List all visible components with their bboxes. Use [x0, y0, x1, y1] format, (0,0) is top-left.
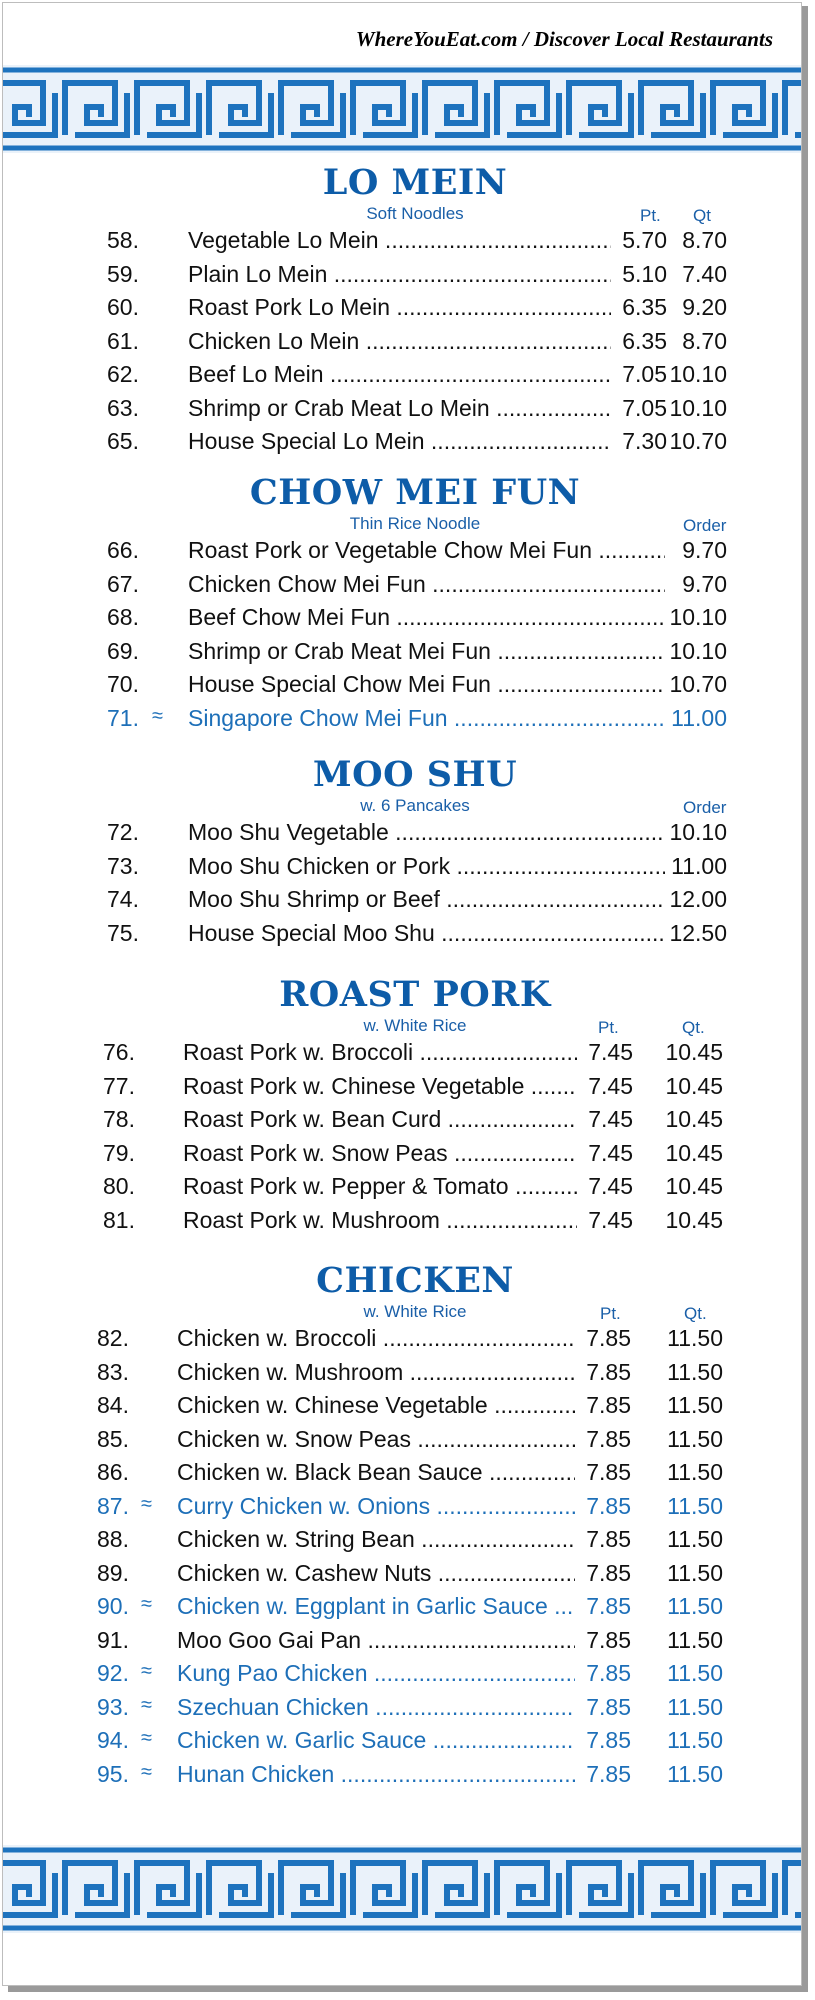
item-name: Chicken w. Mushroom ..... — [177, 1359, 575, 1386]
price-quart: 10.45 — [665, 1206, 723, 1233]
price-pint: 7.85 — [586, 1626, 631, 1653]
item-number: 79. — [103, 1139, 135, 1166]
item-name: Roast Pork w. Snow Peas ..... — [183, 1140, 577, 1167]
item-number: 69. — [107, 637, 139, 664]
item-number: 90. — [97, 1593, 129, 1619]
item-name: Chicken w. String Bean ..... — [177, 1526, 575, 1553]
item-number: 68. — [107, 604, 139, 630]
item-number: 95. — [97, 1760, 129, 1787]
section-title: ROAST PORK — [279, 974, 551, 1015]
menu-item-row — [95, 1325, 735, 1359]
menu-item-row — [95, 1426, 735, 1460]
price-pint: 7.85 — [586, 1727, 631, 1753]
price-pint: 7.45 — [588, 1173, 633, 1199]
item-name: Chicken Lo Mein ..... — [188, 328, 611, 355]
price-pint: 7.85 — [586, 1760, 631, 1787]
price-quart: 10.45 — [665, 1039, 723, 1065]
menu-item-row — [95, 886, 735, 920]
price-quart: 11.50 — [667, 1760, 723, 1787]
section-header — [95, 1301, 735, 1325]
menu-item-row — [95, 705, 735, 739]
item-number: 74. — [107, 886, 139, 912]
menu-item-row — [95, 1727, 735, 1761]
price-pint: 7.85 — [586, 1358, 631, 1385]
item-number: 76. — [103, 1039, 135, 1065]
menu-item-row — [95, 1459, 735, 1493]
column-header-quart: Qt. — [682, 1018, 705, 1037]
price-pint: 5.70 — [622, 227, 667, 253]
price-order: 11.00 — [671, 704, 727, 731]
price-quart: 11.50 — [667, 1526, 723, 1552]
price-quart: 10.45 — [665, 1139, 723, 1166]
menu-item-row — [95, 361, 735, 395]
item-number: 61. — [107, 327, 139, 354]
item-name: Roast Pork or Vegetable Chow Mei Fun ..... — [188, 537, 665, 564]
section-title: MOO SHU — [312, 754, 518, 795]
item-name: Roast Pork Lo Mein ..... — [188, 294, 611, 321]
price-quart: 8.70 — [682, 227, 727, 253]
item-number: 83. — [97, 1358, 129, 1385]
price-pint: 7.85 — [586, 1392, 631, 1418]
price-pint: 7.45 — [588, 1206, 633, 1233]
price-quart: 11.50 — [667, 1559, 723, 1586]
price-quart: 11.50 — [667, 1693, 723, 1720]
price-pint: 7.85 — [586, 1660, 631, 1686]
spicy-wave-icon: ≈ — [141, 1660, 152, 1682]
item-name: Chicken w. Snow Peas ..... — [177, 1426, 575, 1453]
item-name: Beef Chow Mei Fun ..... — [188, 604, 665, 631]
menu-item-row — [95, 395, 735, 429]
column-header-pint: Pt. — [600, 1304, 621, 1323]
item-number: 86. — [97, 1459, 129, 1485]
price-pint: 5.10 — [622, 260, 667, 287]
price-quart: 10.10 — [669, 361, 727, 387]
item-name: Vegetable Lo Mein ..... — [188, 227, 611, 254]
menu-item-row — [95, 1493, 735, 1527]
section-title: CHICKEN — [316, 1260, 514, 1301]
item-name: Szechuan Chicken ..... — [177, 1694, 575, 1721]
price-quart: 11.50 — [667, 1358, 723, 1385]
item-name: Hunan Chicken ..... — [177, 1761, 575, 1788]
greek-key-border-bottom — [3, 1845, 802, 1933]
menu-item-row — [95, 537, 735, 571]
menu-page — [2, 2, 802, 1986]
section-subtitle: Soft Noodles — [366, 204, 464, 223]
spicy-wave-icon: ≈ — [141, 1727, 152, 1749]
price-pint: 7.85 — [586, 1492, 631, 1519]
menu-item-row — [95, 853, 735, 887]
item-number: 66. — [107, 537, 139, 563]
item-number: 58. — [107, 227, 139, 253]
item-number: 78. — [103, 1106, 135, 1132]
menu-item-row — [95, 294, 735, 328]
item-name: Curry Chicken w. Onions ..... — [177, 1493, 575, 1520]
price-quart: 7.40 — [682, 260, 727, 287]
spicy-wave-icon: ≈ — [141, 1593, 152, 1615]
price-pint: 7.45 — [588, 1106, 633, 1132]
menu-item-row — [95, 1526, 735, 1560]
price-pint: 7.85 — [586, 1459, 631, 1485]
item-number: 80. — [103, 1173, 135, 1199]
menu-item-row — [95, 1593, 735, 1627]
menu-item-row — [95, 328, 735, 362]
price-order: 9.70 — [682, 537, 727, 563]
menu-item-row — [95, 1660, 735, 1694]
item-name: Kung Pao Chicken ..... — [177, 1660, 575, 1687]
item-number: 77. — [103, 1072, 135, 1099]
price-quart: 11.50 — [667, 1392, 723, 1418]
menu-item-row — [95, 571, 735, 605]
column-header-pint: Pt. — [598, 1018, 619, 1037]
item-number: 73. — [107, 852, 139, 879]
price-quart: 11.50 — [667, 1727, 723, 1753]
item-number: 81. — [103, 1206, 135, 1233]
item-name: Moo Shu Shrimp or Beef ..... — [188, 886, 665, 913]
item-name: House Special Moo Shu ..... — [188, 920, 665, 947]
menu-item-row — [95, 428, 735, 462]
item-number: 71. — [107, 704, 139, 731]
spicy-wave-icon: ≈ — [141, 1760, 152, 1783]
site-watermark: WhereYouEat.com / Discover Local Restaurants — [355, 27, 773, 51]
section-subtitle: w. 6 Pancakes — [360, 796, 470, 815]
item-number: 63. — [107, 394, 139, 421]
price-pint: 6.35 — [622, 294, 667, 320]
price-quart: 10.45 — [665, 1072, 723, 1099]
menu-item-row — [95, 1207, 735, 1241]
menu-item-row — [95, 604, 735, 638]
price-pint: 7.85 — [586, 1593, 631, 1619]
column-header-pint: Pt. — [640, 206, 661, 225]
price-quart: 10.45 — [665, 1173, 723, 1199]
item-name: Chicken w. Cashew Nuts ..... — [177, 1560, 575, 1587]
item-name: Shrimp or Crab Meat Mei Fun ..... — [188, 638, 665, 665]
item-name: Moo Shu Vegetable ..... — [188, 819, 665, 846]
item-name: Chicken Chow Mei Fun ..... — [188, 571, 665, 598]
price-order: 9.70 — [682, 570, 727, 597]
price-pint: 7.85 — [586, 1425, 631, 1452]
price-pint: 7.45 — [588, 1139, 633, 1166]
menu-item-row — [95, 1140, 735, 1174]
item-number: 93. — [97, 1693, 129, 1720]
price-quart: 11.50 — [667, 1492, 723, 1519]
column-header-quart: Order — [683, 798, 727, 817]
item-number: 65. — [107, 428, 139, 454]
price-pint: 6.35 — [622, 327, 667, 354]
menu-item-row — [95, 819, 735, 853]
section-subtitle: w. White Rice — [363, 1016, 467, 1035]
menu-item-row — [95, 1106, 735, 1140]
price-quart: 8.70 — [682, 327, 727, 354]
column-header-quart: Order — [683, 516, 727, 535]
item-number: 91. — [97, 1626, 129, 1653]
price-quart: 11.50 — [667, 1325, 723, 1351]
spicy-wave-icon: ≈ — [152, 704, 163, 727]
price-order: 10.10 — [669, 819, 727, 845]
item-number: 70. — [107, 671, 139, 697]
menu-section — [95, 755, 735, 953]
price-quart: 11.50 — [667, 1660, 723, 1686]
menu-item-row — [95, 1173, 735, 1207]
item-name: House Special Lo Mein ..... — [188, 428, 611, 455]
price-pint: 7.45 — [588, 1072, 633, 1099]
spicy-wave-icon: ≈ — [141, 1492, 152, 1515]
price-order: 11.00 — [671, 852, 727, 879]
menu-item-row — [95, 671, 735, 705]
item-name: Chicken w. Eggplant in Garlic Sauce ..... — [177, 1593, 575, 1620]
price-quart: 11.50 — [667, 1425, 723, 1452]
item-number: 59. — [107, 260, 139, 287]
item-name: Chicken w. Black Bean Sauce ..... — [177, 1459, 575, 1486]
column-header-quart: Qt. — [684, 1304, 707, 1323]
greek-key-border-top — [3, 65, 802, 153]
item-number: 67. — [107, 570, 139, 597]
menu-item-row — [95, 1039, 735, 1073]
menu-section — [95, 163, 735, 462]
item-name: Singapore Chow Mei Fun ..... — [188, 705, 665, 732]
menu-item-row — [95, 638, 735, 672]
section-title: LO MEIN — [322, 162, 508, 203]
item-number: 84. — [97, 1392, 129, 1418]
section-header — [95, 1015, 735, 1039]
item-name: Plain Lo Mein ..... — [188, 261, 611, 288]
item-name: Roast Pork w. Mushroom ..... — [183, 1207, 577, 1234]
menu-item-row — [95, 1073, 735, 1107]
item-number: 94. — [97, 1727, 129, 1753]
section-header — [95, 513, 735, 537]
menu-section — [95, 473, 735, 738]
item-number: 72. — [107, 819, 139, 845]
section-header — [95, 795, 735, 819]
menu-item-row — [95, 1560, 735, 1594]
item-name: House Special Chow Mei Fun ..... — [188, 671, 665, 698]
price-pint: 7.85 — [586, 1693, 631, 1720]
item-name: Chicken w. Garlic Sauce ..... — [177, 1727, 575, 1754]
section-subtitle: Thin Rice Noodle — [349, 514, 481, 533]
item-number: 82. — [97, 1325, 129, 1351]
item-number: 62. — [107, 361, 139, 387]
menu-item-row — [95, 1392, 735, 1426]
item-name: Roast Pork w. Chinese Vegetable ..... — [183, 1073, 577, 1100]
item-number: 75. — [107, 919, 139, 946]
price-quart: 11.50 — [667, 1459, 723, 1485]
column-header-quart: Qt — [693, 206, 711, 225]
item-name: Shrimp or Crab Meat Lo Mein ..... — [188, 395, 611, 422]
price-quart: 11.50 — [667, 1626, 723, 1653]
spicy-wave-icon: ≈ — [141, 1693, 152, 1716]
item-number: 92. — [97, 1660, 129, 1686]
price-order: 12.50 — [669, 919, 727, 946]
item-name: Moo Shu Chicken or Pork ..... — [188, 853, 665, 880]
item-name: Chicken w. Broccoli ..... — [177, 1325, 575, 1352]
price-pint: 7.05 — [622, 394, 667, 421]
price-quart: 10.70 — [669, 428, 727, 454]
price-order: 10.10 — [669, 604, 727, 630]
menu-item-row — [95, 1627, 735, 1661]
item-name: Roast Pork w. Broccoli ..... — [183, 1039, 577, 1066]
menu-item-row — [95, 1694, 735, 1728]
item-number: 87. — [97, 1492, 129, 1519]
price-quart: 9.20 — [682, 294, 727, 320]
section-subtitle: w. White Rice — [363, 1302, 467, 1321]
section-header — [95, 203, 735, 227]
price-pint: 7.05 — [622, 361, 667, 387]
menu-item-row — [95, 1761, 735, 1795]
item-number: 85. — [97, 1425, 129, 1452]
item-number: 60. — [107, 294, 139, 320]
item-name: Chicken w. Chinese Vegetable ..... — [177, 1392, 575, 1419]
menu-item-row — [95, 227, 735, 261]
price-pint: 7.85 — [586, 1526, 631, 1552]
item-name: Roast Pork w. Bean Curd ..... — [183, 1106, 577, 1133]
price-order: 10.10 — [669, 637, 727, 664]
item-name: Moo Goo Gai Pan ..... — [177, 1627, 575, 1654]
menu-item-row — [95, 261, 735, 295]
price-quart: 11.50 — [667, 1593, 723, 1619]
menu-item-row — [95, 1359, 735, 1393]
price-order: 10.70 — [669, 671, 727, 697]
item-number: 89. — [97, 1559, 129, 1586]
price-quart: 10.10 — [669, 394, 727, 421]
menu-section — [95, 975, 735, 1240]
price-pint: 7.45 — [588, 1039, 633, 1065]
price-quart: 10.45 — [665, 1106, 723, 1132]
menu-item-row — [95, 920, 735, 954]
price-pint: 7.85 — [586, 1325, 631, 1351]
menu-section — [95, 1261, 735, 1794]
price-order: 12.00 — [669, 886, 727, 912]
item-name: Roast Pork w. Pepper & Tomato ..... — [183, 1173, 577, 1200]
item-number: 88. — [97, 1526, 129, 1552]
item-name: Beef Lo Mein ..... — [188, 361, 611, 388]
section-title: CHOW MEI FUN — [249, 472, 581, 513]
price-pint: 7.85 — [586, 1559, 631, 1586]
price-pint: 7.30 — [622, 428, 667, 454]
